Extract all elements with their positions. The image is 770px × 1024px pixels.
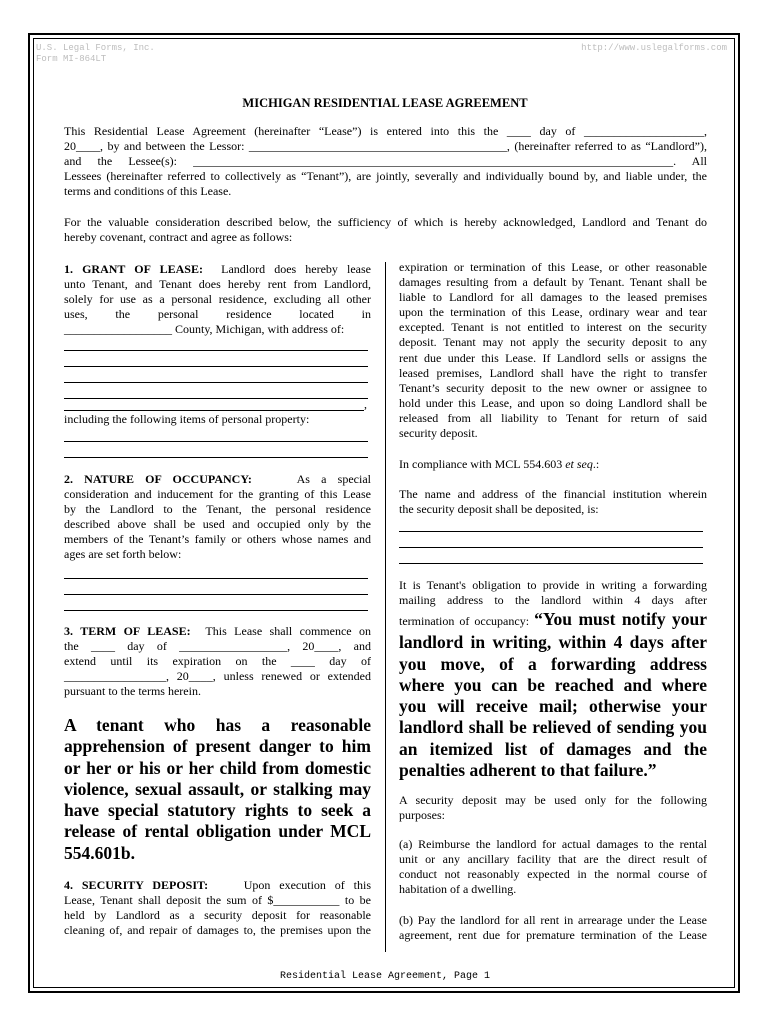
text-line: an itemized list of damages and the (399, 738, 707, 759)
text-line: violence, sexual assault, or stalking may (64, 778, 371, 799)
comma: , (364, 397, 367, 411)
section-heading: 3. TERM OF LEASE: (64, 624, 191, 638)
text-line: 20____, by and between the Lessor: ___________________________________________, (hereinafter referred to as “Landlord”), (64, 139, 707, 154)
financial-institution (399, 487, 707, 517)
text-line: held by Landlord as a security deposit for reasonable (64, 908, 371, 923)
section-heading: 4. SECURITY DEPOSIT: (64, 878, 209, 892)
blank-line (64, 352, 368, 367)
section-4-deposit (64, 878, 371, 938)
deposit-use-a (399, 837, 707, 897)
text-line: The name and address of the financial institution wherein (399, 487, 707, 501)
deposit-continuation (399, 260, 707, 441)
text-line: __________________ County, Michigan, with address of: (64, 322, 345, 337)
address-blank-last (64, 396, 368, 412)
text-line: released from all liability to Tenant for return of said (399, 410, 707, 425)
text-line: A tenant who has a reasonable (64, 715, 371, 735)
compliance-line (399, 457, 707, 472)
document-title: MICHIGAN RESIDENTIAL LEASE AGREEMENT (242, 96, 528, 110)
blank-line (399, 517, 703, 532)
text-line: damages resulting from a default by Tenant. Tenant shall be (399, 275, 707, 290)
text-line: (b) Pay the landlord for all rent in arrearage under the Lease (399, 913, 707, 927)
text-run: “You must notify your (534, 609, 707, 629)
text-run: Landlord does hereby lease (221, 262, 371, 276)
text-run: Upon execution of this (243, 878, 372, 892)
section-3-term (64, 624, 371, 699)
column-separator (385, 262, 386, 952)
text-line (64, 262, 371, 277)
text-line: mailing address to the landlord within 4 days after (399, 593, 707, 608)
header-left (36, 43, 155, 65)
text-line: cleaning of, and repair of damages to, the premises upon the (64, 923, 371, 938)
text-line: hereby covenant, contract and agree as follows: (64, 230, 293, 245)
text-line: upon the termination of this Lease, ordinary wear and tear (399, 305, 707, 320)
text-line: conduct not reasonably expected in the normal course of (399, 867, 707, 882)
text-run: .: (592, 457, 600, 471)
text-line: penalties adherent to that failure.” (399, 760, 657, 781)
blank-line (399, 549, 703, 564)
text-run: This Lease shall commence on (205, 624, 372, 638)
text-line: A security deposit may be used only for the following (399, 793, 707, 807)
blank-line (64, 396, 364, 411)
institution-blanks (399, 517, 703, 565)
text-line: have special statutory rights to seek a (64, 800, 371, 821)
text-run: In compliance with MCL 554.603 (399, 457, 566, 471)
text-line: _________________, 20____, unless renewed or extended (64, 669, 371, 684)
text-run: termination of occupancy: (399, 614, 535, 628)
blank-line (64, 443, 368, 458)
text-line: liable to Landlord for all damages to the leased premises (399, 290, 707, 305)
text-line: unit or any ancillary facility that are the direct result of (399, 852, 707, 867)
text-line: consideration and inducement for the granting of this Lease (64, 487, 371, 502)
blank-line (64, 336, 368, 351)
text-line: Lease, Tenant shall deposit the sum of $___________ to be (64, 893, 371, 908)
text-line: For the valuable consideration described below, the sufficiency of which is hereby acknowledged, Landlord and Tenant do (64, 215, 707, 229)
text-line: terms and conditions of this Lease. (64, 184, 232, 199)
text-line: landlord shall be relieved of sending you (399, 717, 707, 738)
text-line: uses, the personal residence located in (64, 307, 371, 322)
section-2-occupancy (64, 472, 371, 563)
text-line: security deposit. (399, 426, 478, 441)
text-line: deposit. Tenant may not apply the security deposit to any (399, 335, 707, 350)
text-line: apprehension of present danger to him (64, 736, 371, 757)
blank-line (64, 596, 368, 611)
company-name: U.S. Legal Forms, Inc. (36, 43, 155, 53)
blank-line (64, 427, 368, 442)
text-line: rent due under this Lease. If Landlord sells or assigns the (399, 350, 707, 365)
text-line: excepted. Tenant is not entitled to interest on the security (399, 320, 707, 335)
section-1-grant (64, 262, 371, 337)
form-id: Form MI-864LT (36, 54, 107, 64)
blank-line (399, 533, 703, 548)
text-line: where you can be reached and where (399, 674, 707, 695)
text-line: or her or his or her child from domestic (64, 757, 371, 778)
text-line: unto Tenant, and Tenant does hereby rent from Landlord, (64, 277, 371, 292)
blank-line (64, 368, 368, 383)
text-line: you will receive mail; otherwise your (399, 696, 707, 717)
consideration-paragraph (64, 215, 707, 245)
text-line: 554.601b. (64, 842, 135, 863)
blank-line (64, 580, 368, 595)
text-line: solely for use as a personal residence, excluding all other (64, 292, 371, 307)
header-url: http://www.uslegalforms.com (581, 43, 727, 53)
text-run: As a special (296, 472, 371, 486)
text-line: and the Lessee(s): ________________________________________________________________________________. All (64, 154, 707, 169)
page-footer: Residential Lease Agreement, Page 1 (279, 971, 491, 982)
forwarding-address (399, 578, 707, 608)
section-heading: 1. GRANT OF LEASE: (64, 262, 203, 276)
text-line: hold under this Lease, and upon so doing Landlord shall be (399, 395, 707, 410)
text-line: It is Tenant's obligation to provide in writing a forwarding (399, 578, 707, 592)
text-line (399, 457, 707, 472)
property-label (64, 412, 371, 427)
text-line: including the following items of personal property: (64, 412, 310, 426)
text-line: expiration or termination of this Lease, or other reasonable (399, 260, 707, 274)
blank-line (64, 564, 368, 579)
text-line: ages are set forth below: (64, 547, 182, 562)
text-line: leased premises, Landlord shall have the right to transfer (399, 365, 707, 380)
text-line: by the Landlord to the Tenant, the personal residence (64, 502, 371, 517)
text-line: agreement, rent due for premature termination of the Lease (399, 928, 707, 943)
text-line (64, 624, 371, 639)
text-line: extend until its expiration on the ____ day of (64, 654, 371, 669)
deposit-use-b (399, 913, 707, 943)
text-line: the security deposit shall be deposited, is: (399, 502, 599, 517)
address-blanks (64, 336, 368, 400)
text-run-italic: et seq (565, 457, 593, 471)
text-line: members of the Tenant’s family or others whose names and (64, 532, 371, 547)
text-line (399, 609, 707, 632)
text-line (64, 472, 371, 487)
text-line: pursuant to the terms herein. (64, 684, 201, 699)
text-line: landlord in writing, within 4 days after (399, 632, 707, 653)
text-line: release of rental obligation under MCL (64, 821, 371, 842)
text-line: purposes: (399, 808, 445, 823)
text-line: Tenant’s security deposit to the new owner or assignee to (399, 380, 707, 395)
text-line: Lessees (hereinafter referred to collectively as “Tenant”), are jointly, severally and individually bound by, and liable under, the (64, 169, 707, 184)
occupant-blanks (64, 564, 368, 612)
property-blanks (64, 427, 368, 459)
deposit-use (399, 793, 707, 823)
forwarding-notice (399, 609, 707, 781)
text-line: This Residential Lease Agreement (hereinafter “Lease”) is entered into this the ____ day of ____________________, (64, 124, 707, 138)
text-line: you move, of a forwarding address (399, 653, 707, 674)
text-line: habitation of a dwelling. (399, 882, 517, 897)
text-line: (a) Reimburse the landlord for actual damages to the rental (399, 837, 707, 851)
text-line (64, 878, 371, 893)
section-heading: 2. NATURE OF OCCUPANCY: (64, 472, 252, 486)
intro-paragraph (64, 124, 707, 199)
text-line: described above shall be used and occupied only by the (64, 517, 371, 532)
domestic-violence-notice (64, 715, 371, 864)
text-line: the ____ day of __________________, 20____, and (64, 639, 371, 654)
